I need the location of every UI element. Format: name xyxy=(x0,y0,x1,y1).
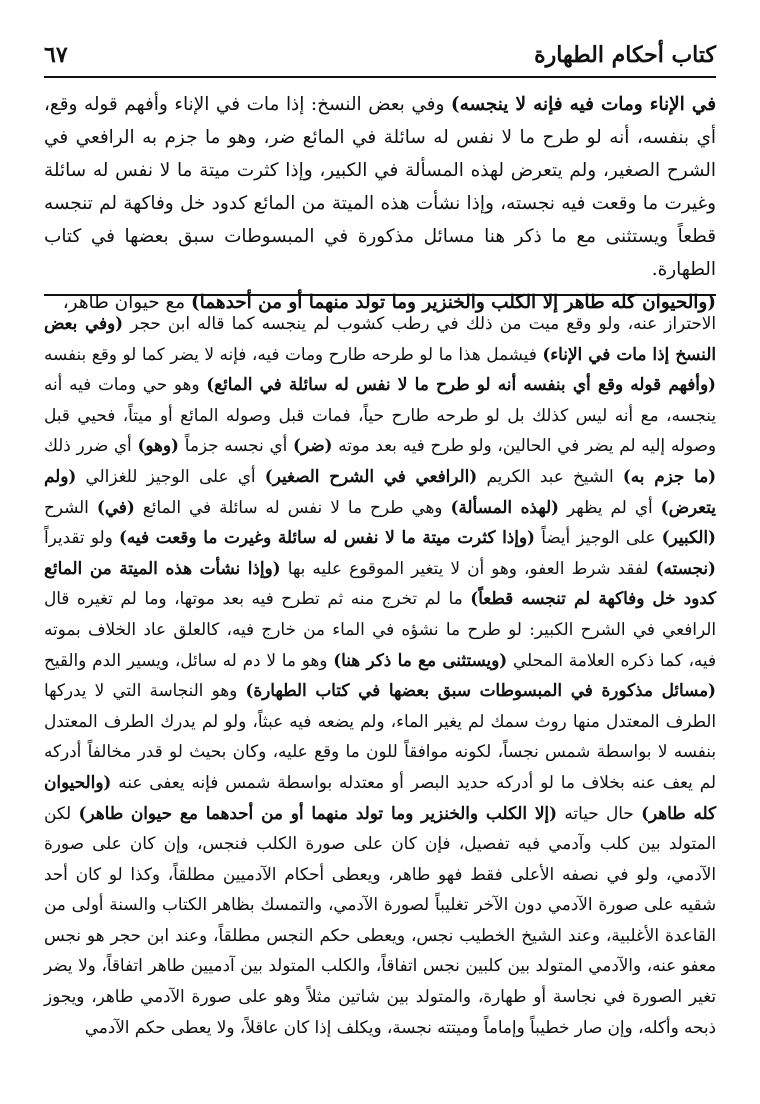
sharh-segment: فيشمل هذا ما لو طرحه طارح ومات فيه، فإنه لا يضر كما لو وقع بنفسه xyxy=(44,343,543,364)
sharh-segment: وهو ما لا دم له سائل، ويسير الدم والقيح xyxy=(44,649,334,670)
sharh-segment: (وإذا كثرت ميتة ما لا نفس له سائلة وغيرت ما وقعت فيه) xyxy=(118,527,535,548)
sharh-segment: (الرافعي في الشرح الصغير) xyxy=(264,465,478,486)
sharh-segment: لفقد شرط العفو، وهو أن لا يتغير الموقوع عليه بها xyxy=(280,557,656,578)
sharh-segment: أي على الوجيز للغزالي xyxy=(76,465,265,486)
header-rule xyxy=(44,76,716,78)
commentary-text xyxy=(44,308,716,1042)
sharh-segment: الشيخ عبد الكريم xyxy=(477,465,623,486)
chapter-title: كتاب أحكام الطهارة xyxy=(534,42,716,68)
sharh-segment: (وهو) xyxy=(137,435,179,456)
sharh-segment: ما لم تخرج منه ثم تطرح فيه بعد موتها، وما لم تغيره قال الرافعي في الشرح الكبير: لو طرح ما نشؤه في الماء من خارج فيه، كالعلق عاد الخلاف بموته فيه، كما ذكره العلامة المحلي xyxy=(44,588,716,670)
sharh-segment: أي نجسه جزماً xyxy=(178,435,294,456)
sharh-segment: (لهذه المسألة) xyxy=(450,496,559,517)
sharh-segment: لكن المتولد بين كلب وآدمي فيه تفصيل، فإن كان على صورة الكلب فنجس، وإن كان على صورة الآدمي، ولو في نصفه الأعلى فقط فهو طاهر، ويعطى أحكام الآدميين مطلقاً، وكذا لو كان أحد شقيه على صورة الآدمي دون الآخر تغليباً لصورة الآدمي، والتمسك بظاهر الكتاب والسنة أولى من القاعدة الأغلبية، وعند الشيخ الخطيب نجس، ويعطى حكم النجس مطلقاً، وعند ابن حجر هو نجس معفو عنه، والآدمي المتولد بين كلبين نجس اتفاقاً، والكلب المتولد بين آدميين طاهر اتفاقاً، ولا يضر تغير الصورة في نجاسة أو طهارة، والمتولد بين شاتين مثلاً وهو على صورة الآدمي طاهر، ويجوز ذبحه وأكله، وإن صار خطيباً وإماماً وميتته نجسة، ويكلف إذا كان عاقلاً، ولا يعطى حكم الآدمي xyxy=(44,802,716,1037)
page-header xyxy=(44,36,716,76)
matn-segment: في الإناء ومات فيه فإنه لا ينجسه) xyxy=(450,94,716,115)
sharh-segment: (في) xyxy=(96,496,135,517)
sharh-segment: ولو تقديراً xyxy=(44,527,119,548)
sharh-segment: الشرح xyxy=(44,496,97,517)
sharh-segment: (الكبير) xyxy=(661,527,716,548)
sharh-segment: وهو حي ومات فيه أنه ينجسه، مع أنه ليس كذلك بل لو طرحه طارح حياً، فمات قبل وصوله المائع أو ميتاً، فحيي قبل وصوله إليه لم يضر في الحالين، ولو طرح فيه بعد موته xyxy=(44,374,716,456)
matn-segment: وفي بعض النسخ: إذا مات في الإناء وأفهم قوله وقع، أي بنفسه، أنه لو طرح ما لا نفس له سائلة في المائع ضر، وهو ما جزم به الرافعي في الشرح الصغير، ولم يتعرض لهذه المسألة في الكبير، وإذا كثرت ميتة ما لا نفس له سائلة وغيرت ما وقعت فيه نجسته، وإذا نشأت هذه الميتة من المائع كدود خل وفاكهة لم تنجسه قطعاً ويستثنى مع ما ذكر هنا مسائل مذكورة في المبسوطات سبق بعضها في كتاب الطهارة. xyxy=(44,94,716,280)
sharh-segment: أي ضرر ذلك xyxy=(44,435,138,456)
sharh-segment: (إلا الكلب والخنزير وما تولد منهما أو من أحدهما مع حيوان طاهر) xyxy=(78,802,558,823)
main-text-paragraph xyxy=(44,88,716,286)
sharh-segment: حال حياته xyxy=(557,802,642,823)
sharh-segment: (مسائل مذكورة في المبسوطات سبق بعضها في كتاب الطهارة) xyxy=(245,680,716,701)
matn-segment: مع حيوان طاهر، xyxy=(62,292,191,313)
sharh-segment: وهي طرح ما لا نفس له سائلة في المائع xyxy=(134,496,451,517)
sharh-segment: (نجسته) xyxy=(655,557,716,578)
sharh-segment: على الوجيز أيضاً xyxy=(534,527,662,548)
commentary-paragraph xyxy=(44,308,716,1042)
sharh-segment: (ما جزم به) xyxy=(622,465,717,486)
sharh-segment: أي لم يظهر xyxy=(559,496,661,517)
matn-segment: (والحيوان كله طاهر إلا الكلب والخنزير وما تولد منهما أو من أحدهما) xyxy=(190,292,716,313)
page-number: ٦٧ xyxy=(44,42,68,68)
book-page xyxy=(44,28,716,1088)
sharh-segment: الاحتراز عنه، ولو وقع ميت من ذلك في رطب كشوب لم ينجسه كما قاله ابن حجر xyxy=(123,313,716,333)
sharh-segment: (وفي بعض النسخ إذا مات في الإناء) xyxy=(44,313,716,364)
sharh-segment: (وأفهم قوله وقع أي بنفسه أنه لو طرح ما لا نفس له سائلة في المائع) xyxy=(206,374,716,395)
sharh-segment: (والحيوان كله طاهر) xyxy=(44,771,716,823)
sharh-segment: (ضر) xyxy=(293,435,333,456)
sharh-segment: (ويستثنى مع ما ذكر هنا) xyxy=(333,649,508,670)
main-text xyxy=(44,88,716,319)
sharh-segment: وهو النجاسة التي لا يدركها الطرف المعتدل منها روث سمك لم يغير الماء، ولم يضعه فيه عبثاً، ولو لم يدرك الطرف المعتدل بنفسه لا بواسطة شمس نجساً، لكونه موافقاً للون ما وقع عليه، وكان بحيث لو قدر مخالفاً أدركه لم يعف عنه بخلاف ما لو أدركه حديد البصر أو معتدله بواسطة شمس فإنه يعفى عنه xyxy=(44,680,716,792)
sharh-segment: (وإذا نشأت هذه الميتة من المائع كدود خل وفاكهة لم تنجسه قطعاً) xyxy=(44,557,716,609)
sharh-segment: (ولم يتعرض) xyxy=(44,465,716,517)
section-divider xyxy=(44,294,716,296)
